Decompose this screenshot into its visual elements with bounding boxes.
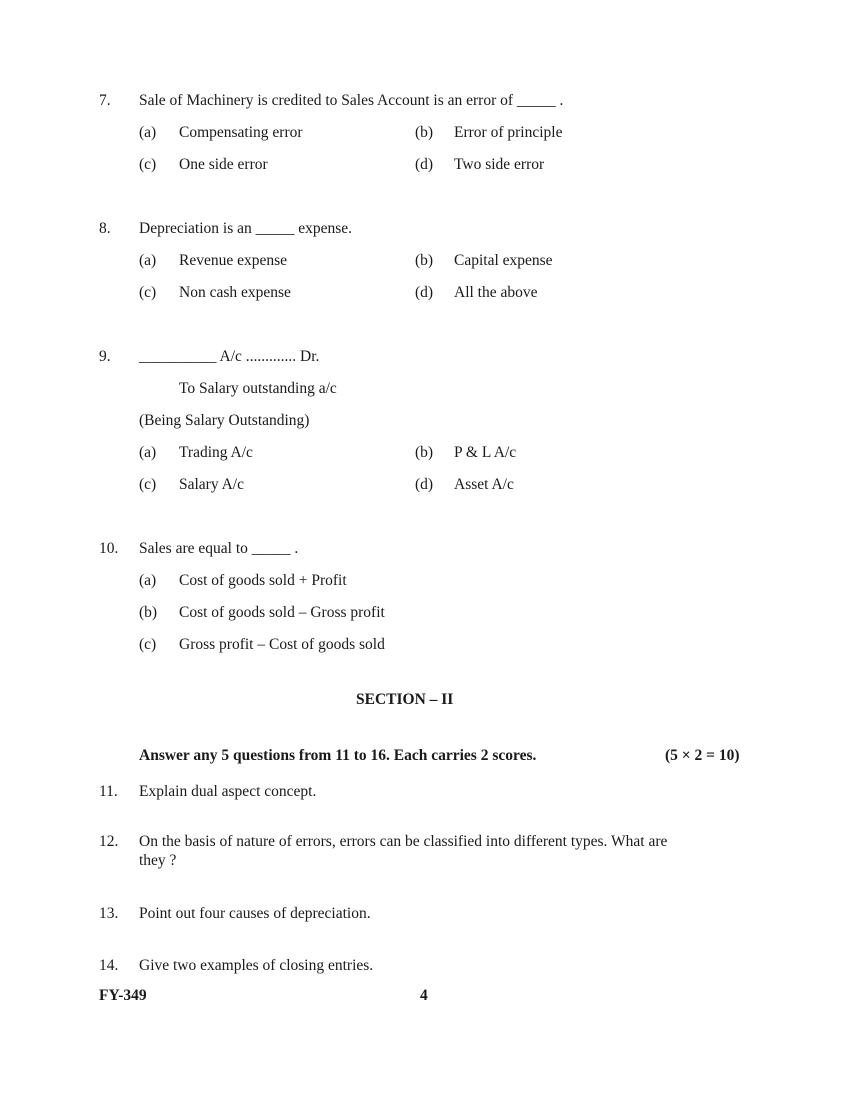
- option-label: (d): [415, 156, 434, 173]
- option-text: Error of principle: [454, 124, 563, 141]
- option-label: (c): [139, 636, 157, 653]
- option-text: One side error: [179, 156, 268, 173]
- option-label: (a): [139, 252, 157, 269]
- option-label: (d): [415, 284, 434, 301]
- option-label: (a): [139, 124, 157, 141]
- option-text: Gross profit – Cost of goods sold: [179, 636, 385, 653]
- section-title: SECTION – II: [356, 691, 454, 708]
- question-number: 10.: [99, 540, 119, 557]
- question-text-continued: they ?: [139, 852, 177, 869]
- question-text: Explain dual aspect concept.: [139, 783, 317, 800]
- option-text: P & L A/c: [454, 444, 517, 461]
- option-text: Trading A/c: [179, 444, 253, 461]
- question-number: 14.: [99, 957, 119, 974]
- question-number: 7.: [99, 92, 111, 109]
- section-instruction: Answer any 5 questions from 11 to 16. Each carries 2 scores.: [139, 747, 537, 764]
- option-text: Non cash expense: [179, 284, 291, 301]
- question-text: Sale of Machinery is credited to Sales Account is an error of _____ .: [139, 92, 564, 109]
- option-text: Cost of goods sold + Profit: [179, 572, 347, 589]
- option-text: Compensating error: [179, 124, 303, 141]
- paper-code: FY-349: [99, 987, 147, 1004]
- narration: (Being Salary Outstanding): [139, 412, 310, 429]
- question-text: On the basis of nature of errors, errors can be classified into different types. What are: [139, 833, 668, 850]
- section-marks: (5 × 2 = 10): [665, 747, 740, 764]
- option-label: (c): [139, 284, 157, 301]
- option-label: (d): [415, 476, 434, 493]
- page-number: 4: [420, 987, 428, 1004]
- question-number: 12.: [99, 833, 119, 850]
- option-label: (c): [139, 476, 157, 493]
- option-text: Asset A/c: [454, 476, 514, 493]
- option-text: Two side error: [454, 156, 545, 173]
- option-text: Salary A/c: [179, 476, 244, 493]
- option-label: (b): [415, 252, 434, 269]
- question-number: 13.: [99, 905, 119, 922]
- question-text: Sales are equal to _____ .: [139, 540, 299, 557]
- option-label: (a): [139, 572, 157, 589]
- option-text: Cost of goods sold – Gross profit: [179, 604, 385, 621]
- question-text: Point out four causes of depreciation.: [139, 905, 371, 922]
- option-label: (c): [139, 156, 157, 173]
- question-number: 11.: [99, 783, 118, 800]
- option-text: Capital expense: [454, 252, 553, 269]
- journal-line: To Salary outstanding a/c: [179, 380, 337, 397]
- option-text: Revenue expense: [179, 252, 288, 269]
- question-number: 9.: [99, 348, 111, 365]
- option-text: All the above: [454, 284, 538, 301]
- option-label: (b): [415, 444, 434, 461]
- option-label: (a): [139, 444, 157, 461]
- question-text: __________ A/c ............. Dr.: [139, 348, 320, 365]
- option-label: (b): [139, 604, 158, 621]
- option-label: (b): [415, 124, 434, 141]
- question-text: Give two examples of closing entries.: [139, 957, 374, 974]
- question-number: 8.: [99, 220, 111, 237]
- question-text: Depreciation is an _____ expense.: [139, 220, 353, 237]
